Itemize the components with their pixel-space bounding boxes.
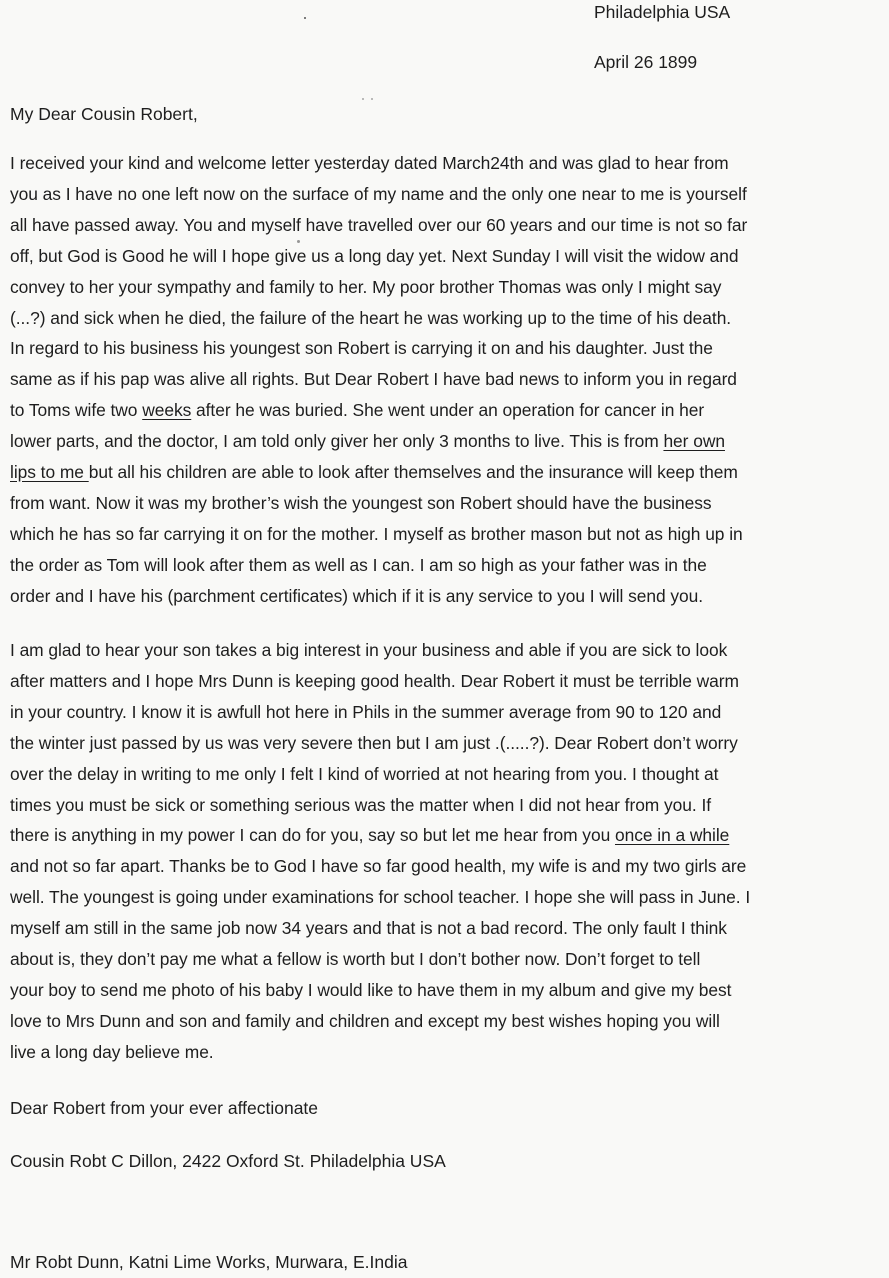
letter-line	[10, 820, 889, 851]
letter-line	[10, 944, 889, 975]
letter-heading	[594, 0, 730, 73]
letter-date: April 26 1899	[594, 52, 698, 72]
line-text: your boy to send me photo of his baby I would like to have them in my album and give my best	[10, 979, 732, 1000]
letter-line	[10, 759, 889, 790]
letter-line	[10, 550, 889, 581]
letter-line	[10, 1006, 889, 1037]
body-paragraph-2	[10, 635, 889, 1068]
letter-line	[10, 975, 889, 1006]
line-text: the order as Tom will look after them as well as I can. I am so high as your father was in the	[10, 554, 707, 575]
letter-line	[10, 728, 889, 759]
paper-speck	[371, 98, 373, 100]
line-text: and not so far apart. Thanks be to God I have so far good health, my wife is and my two girls are	[10, 856, 747, 877]
underlined-text: her own	[663, 431, 725, 452]
letter-line	[10, 488, 889, 519]
letter-line	[10, 457, 889, 488]
body-paragraph-1	[10, 148, 889, 612]
line-text: same as if his pap was alive all rights. But Dear Robert I have bad news to inform you in regard	[10, 369, 737, 390]
letter-line	[10, 148, 889, 179]
line-text: convey to her your sympathy and family to her. My poor brother Thomas was only I might say	[10, 276, 722, 297]
line-text: lower parts, and the doctor, I am told only giver her only 3 months to live. This is from	[10, 431, 664, 452]
letter-line	[10, 426, 889, 457]
letter-line	[10, 179, 889, 210]
letter-line	[10, 1037, 889, 1068]
paper-speck	[304, 17, 306, 19]
line-text: after matters and I hope Mrs Dunn is keeping good health. Dear Robert it must be terrible warm	[10, 670, 739, 691]
line-text: all have passed away. You and myself have travelled over our 60 years and our time is not so far	[10, 214, 748, 235]
line-text: live a long day believe me.	[10, 1041, 214, 1062]
line-text: which he has so far carrying it on for the mother. I myself as brother mason but not as high up in	[10, 523, 743, 544]
letter-line	[10, 395, 889, 426]
letter-line	[10, 851, 889, 882]
line-text: in your country. I know it is awfull hot here in Phils in the summer average from 90 to 120 and	[10, 701, 722, 722]
underlined-text: lips to me	[10, 462, 89, 483]
line-text: to Toms wife two	[10, 400, 143, 421]
letter-line	[10, 241, 889, 272]
letter-line	[10, 882, 889, 913]
line-text: love to Mrs Dunn and son and family and children and except my best wishes hoping you will	[10, 1010, 720, 1031]
line-text: times you must be sick or something serious was the matter when I did not hear from you. If	[10, 794, 712, 815]
line-text: the winter just passed by us was very severe then but I am just .(.....?). Dear Robert don’t worry	[10, 732, 738, 753]
line-text: myself am still in the same job now 34 years and that is not a bad record. The only fault I think	[10, 918, 727, 939]
underlined-text: weeks	[142, 400, 192, 421]
paper-speck	[362, 98, 364, 100]
letter-line	[10, 210, 889, 241]
letter-line	[10, 635, 889, 666]
closing-line: Dear Robert from your ever affectionate	[10, 1098, 319, 1118]
line-text: order and I have his (parchment certificates) which if it is any service to you I will send you.	[10, 585, 704, 606]
recipient-address: Mr Robt Dunn, Katni Lime Works, Murwara, E.India	[10, 1252, 408, 1272]
signature-line: Cousin Robt C Dillon, 2422 Oxford St. Philadelphia USA	[10, 1151, 446, 1171]
sender-city: Philadelphia USA	[594, 2, 731, 22]
letter-line	[10, 333, 889, 364]
letter-line	[10, 272, 889, 303]
line-text: I received your kind and welcome letter yesterday dated March24th and was glad to hear from	[10, 153, 729, 173]
line-text: there is anything in my power I can do for you, say so but let me hear from you	[10, 825, 615, 846]
letter-line	[10, 697, 889, 728]
line-text: from want. Now it was my brother’s wish the youngest son Robert should have the business	[10, 492, 712, 513]
line-text: after he was buried. She went under an operation for cancer in her	[191, 400, 705, 421]
letter-line	[10, 913, 889, 944]
line-text: In regard to his business his youngest son Robert is carrying it on and his daughter. Just the	[10, 338, 713, 359]
line-text: I am glad to hear your son takes a big interest in your business and able if you are sick to look	[10, 640, 728, 660]
letter-line	[10, 519, 889, 550]
letter-line	[10, 666, 889, 697]
line-text: over the delay in writing to me only I felt I kind of worried at not hearing from you. I thought at	[10, 763, 719, 784]
line-text: about is, they don’t pay me what a fellow is worth but I don’t bother now. Don’t forget to tell	[10, 949, 701, 970]
line-text: (...?) and sick when he died, the failure of the heart he was working up to the time of his death.	[10, 307, 732, 328]
letter-line	[10, 364, 889, 395]
underlined-text: once in a while	[614, 825, 730, 846]
line-text: off, but God is Good he will I hope give us a long day yet. Next Sunday I will visit the widow and	[10, 245, 739, 266]
letter-line	[10, 303, 889, 334]
salutation: My Dear Cousin Robert,	[10, 104, 198, 124]
letter-line	[10, 790, 889, 821]
line-text: you as I have no one left now on the surface of my name and the only one near to me is yourself	[10, 183, 747, 204]
line-text: well. The youngest is going under examinations for school teacher. I hope she will pass in June. I	[10, 887, 751, 908]
letter-line	[10, 581, 889, 612]
line-text: but all his children are able to look after themselves and the insurance will keep them	[88, 462, 738, 483]
